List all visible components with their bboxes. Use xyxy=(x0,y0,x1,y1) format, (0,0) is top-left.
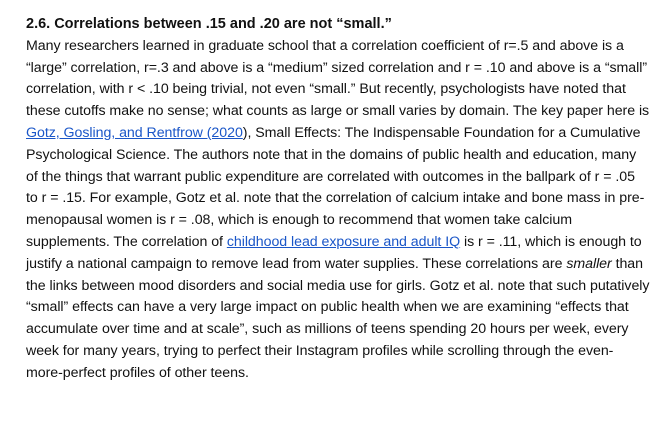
paragraph-text-4: than the links between mood disorders and social media use for girls. Gotz et al. note that such putatively “small” effects can have a very large impact on public health when we are examining “effects that accumulate over time and at scale”, such as millions of teens spending 20 hours per week, every week for many years, trying to perfect their Instagram profiles while scrolling through the even-more-perfect profiles of other teens. xyxy=(26,255,650,381)
section-heading: 2.6. Correlations between .15 and .20 are not “small.” xyxy=(26,16,392,32)
body-paragraph xyxy=(26,36,650,385)
gotz-paper-link[interactable]: Gotz, Gosling, and Rentfrow (2020 xyxy=(26,124,243,141)
lead-iq-link[interactable]: childhood lead exposure and adult IQ xyxy=(226,233,461,250)
paragraph-text-2: ), Small Effects: The Indispensable Foundation for a Cumulative Psychological Science. The authors note that in the domains of public health and education, many of the things that warrant public expenditure are correlated with outcomes in the ballpark of r = .05 to r = .15. For example, Gotz et al. note that the correlation of calcium intake and bone mass in pre-menopausal women is r = .08, which is enough to recommend that women take calcium supplements. The correlation of xyxy=(26,124,645,250)
paragraph-text-3: is r = .11, which is enough to justify a national campaign to remove lead from water supplies. These correlations are xyxy=(26,233,642,272)
emphasis-smaller: smaller xyxy=(566,255,612,272)
paragraph-text-1: Many researchers learned in graduate school that a correlation coefficient of r=.5 and above is a “large” correlation, r=.3 and above is a “medium” sized correlation and r = .10 and above is a “small” correlation, with r < .10 being trivial, not even “small.” But recently, psychologists have noted that these cutoffs make no sense; what counts as large or small varies by domain. The key paper here is xyxy=(26,37,650,120)
